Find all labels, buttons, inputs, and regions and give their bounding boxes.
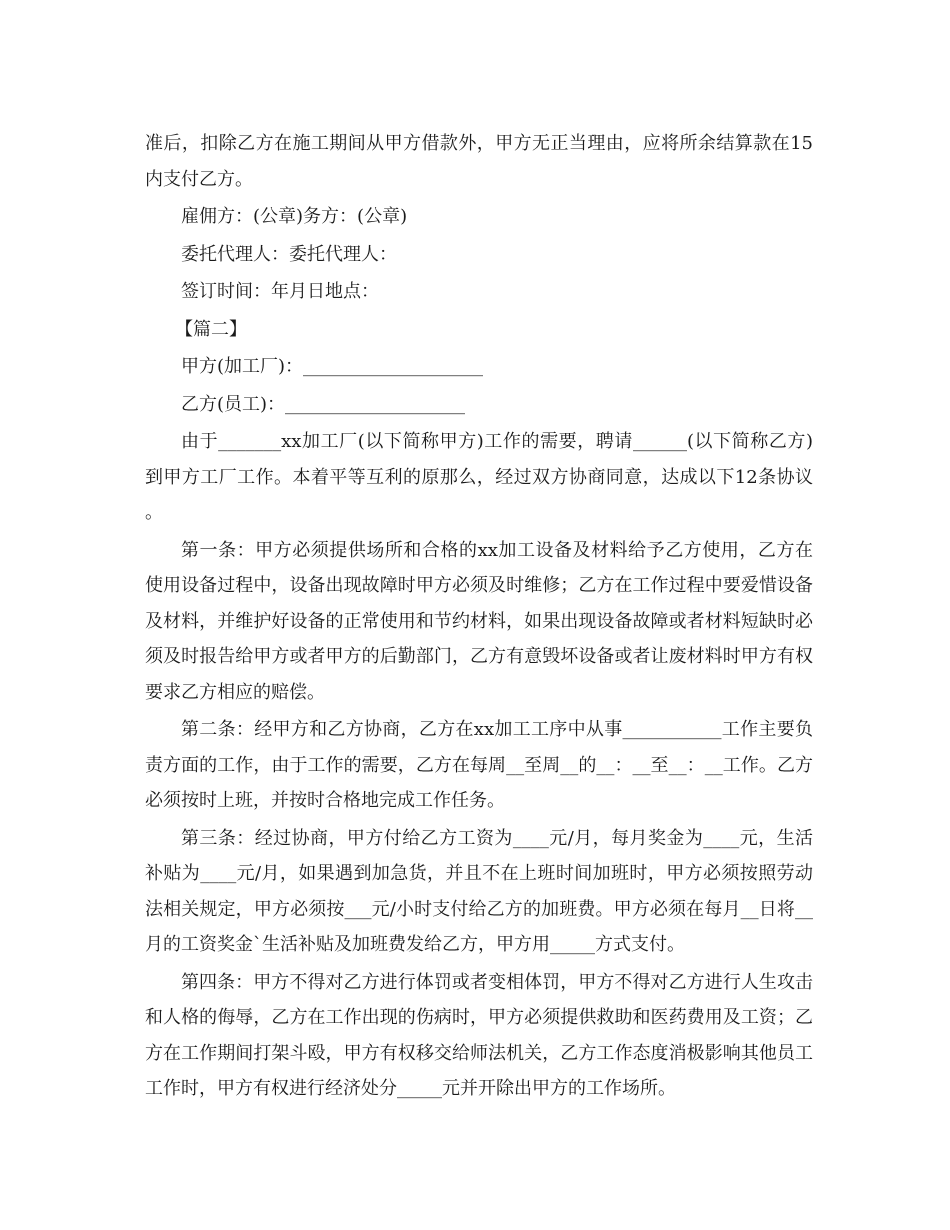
- paragraph-article-3: 第三条：经过协商，甲方付给乙方工资为____元/月，每月奖金为____元，生活补贴为____元/月，如果遇到加急货，并且不在上班时间加班时，甲方必须按照劳动法相关规定，甲方必须按___元/小时支付给乙方的加班费。甲方必须在每月__日将__月的工资奖金`生活补贴及加班费发给乙方，甲方用_____方式支付。: [145, 827, 813, 955]
- paragraph-agents: 委托代理人：委托代理人：: [181, 243, 397, 265]
- paragraph-preamble: 由于_______xx加工厂(以下简称甲方)工作的需要，聘请______(以下简称乙方)到甲方工厂工作。本着平等互利的原那么，经过双方协商同意，达成以下12条协议。: [145, 431, 813, 523]
- paragraph-party-b: 乙方(员工)：____________________: [181, 393, 466, 415]
- section-heading-part-two: 【篇二】: [175, 318, 247, 340]
- paragraph-signing-time: 签订时间：年月日地点：: [181, 281, 379, 302]
- paragraph-employer-seal: 雇佣方：(公章)务方：(公章): [181, 206, 408, 227]
- paragraph-article-4: 第四条：甲方不得对乙方进行体罚或者变相体罚，甲方不得对乙方进行人生攻击和人格的侮辱，乙方在工作出现的伤病时，甲方必须提供救助和医药费用及工资；乙方在工作期间打架斗殴，甲方有权移交给师法机关，乙方工作态度消极影响其他员工工作时，甲方有权进行经济处分_____元并开除出甲方的工作场所。: [145, 971, 813, 1099]
- paragraph-settlement-clause: 准后，扣除乙方在施工期间从甲方借款外，甲方无正当理由，应将所余结算款在15内支付乙方。: [145, 133, 813, 190]
- paragraph-article-1: 第一条：甲方必须提供场所和合格的xx加工设备及材料给予乙方使用，乙方在使用设备过程中，设备出现故障时甲方必须及时维修；乙方在工作过程中要爱惜设备及材料，并维护好设备的正常使用和节约材料，如果出现设备故障或者材料短缺时必须及时报告给甲方或者甲方的后勤部门，乙方有意毁坏设备或者让废材料时甲方有权要求乙方相应的赔偿。: [145, 539, 813, 703]
- document-body: [145, 126, 813, 1109]
- paragraph-party-a: 甲方(加工厂)：____________________: [181, 356, 484, 377]
- paragraph-article-2: 第二条：经甲方和乙方协商，乙方在xx加工工序中从事___________工作主要负责方面的工作，由于工作的需要，乙方在每周__至周__的__：__至__：__工作。乙方必须按时上班，并按时合格地完成工作任务。: [145, 719, 813, 811]
